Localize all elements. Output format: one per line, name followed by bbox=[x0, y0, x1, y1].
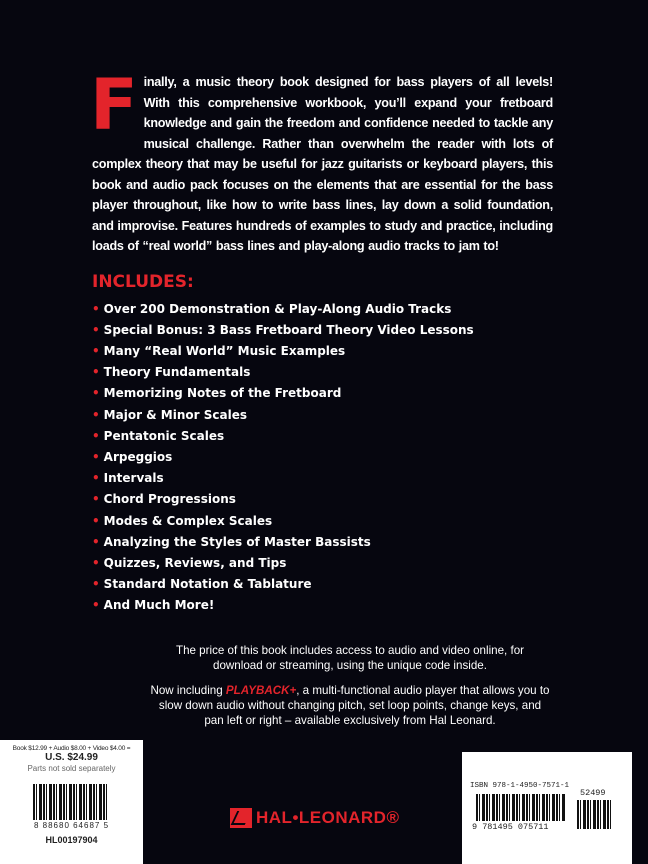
includes-item bbox=[92, 511, 562, 532]
bullet-icon: • bbox=[92, 534, 100, 549]
playback-logo: PLAYBACK+ bbox=[225, 683, 297, 697]
ean-barcode bbox=[476, 794, 566, 821]
price-total: U.S. $24.99 bbox=[45, 752, 98, 763]
price-breakdown: Book $12.99 + Audio $8.00 + Video $4.00 = bbox=[12, 745, 131, 752]
access-note: The price of this book includes access to audio and video online, for download or streaming, using the unique code inside. bbox=[175, 643, 525, 672]
includes-item-label: Quizzes, Reviews, and Tips bbox=[103, 555, 287, 570]
includes-item-label: Analyzing the Styles of Master Bassists bbox=[103, 534, 371, 549]
isbn-barcode-box bbox=[462, 752, 632, 864]
includes-item bbox=[92, 405, 562, 426]
bullet-icon: • bbox=[92, 386, 100, 401]
hal-leonard-logo bbox=[230, 808, 399, 828]
includes-item-label: Theory Fundamentals bbox=[103, 365, 251, 380]
bullet-icon: • bbox=[92, 513, 100, 528]
includes-item bbox=[92, 299, 562, 320]
includes-item-label: Intervals bbox=[103, 471, 164, 486]
bullet-icon: • bbox=[92, 598, 100, 613]
includes-item bbox=[92, 489, 562, 510]
now-including: Now including bbox=[150, 683, 223, 697]
intro-paragraph bbox=[90, 64, 553, 257]
includes-item bbox=[92, 447, 562, 468]
includes-item bbox=[92, 532, 562, 553]
bullet-icon: • bbox=[92, 322, 100, 337]
includes-item-label: And Much More! bbox=[103, 598, 215, 613]
includes-item-label: Major & Minor Scales bbox=[103, 407, 247, 422]
upc-barcode bbox=[33, 784, 108, 820]
parts-note: Parts not sold separately bbox=[27, 764, 116, 773]
bullet-icon: • bbox=[92, 428, 100, 443]
addon-barcode bbox=[577, 800, 612, 829]
publisher-name: HAL•LEONARD® bbox=[256, 808, 400, 827]
includes-item-label: Over 200 Demonstration & Play-Along Audio Tracks bbox=[103, 301, 452, 316]
bullet-icon: • bbox=[92, 555, 100, 570]
intro-text: inally, a music theory book designed for bass players of all levels! With this comprehensive workbook, you’ll expand your fretboard knowledge and gain the freedom and confidence needed to tackle any musical challenge. Rather than overwhelm the reader with lots of complex theory that may be useful for jazz guitarists or keyboard players, this book and audio pack focuses on the elements that are essential for the bass player throughout, like how to write bass lines, lay down a solid foundation, and improvise. Features hundreds of examples to study and practice, including loads of “real world” bass lines and play-along audio tracks to jam to! bbox=[92, 75, 553, 253]
price-code: 52499 bbox=[580, 788, 606, 798]
includes-item bbox=[92, 426, 562, 447]
includes-item-label: Special Bonus: 3 Bass Fretboard Theory Video Lessons bbox=[103, 322, 474, 337]
includes-heading: INCLUDES: bbox=[92, 271, 194, 292]
bullet-icon: • bbox=[92, 301, 100, 316]
includes-item-label: Chord Progressions bbox=[103, 492, 236, 507]
includes-item bbox=[92, 341, 562, 362]
bullet-icon: • bbox=[92, 407, 100, 422]
includes-list bbox=[92, 299, 562, 617]
includes-item bbox=[92, 468, 562, 489]
includes-item bbox=[92, 595, 562, 616]
includes-item-label: Arpeggios bbox=[103, 449, 173, 464]
main-column bbox=[90, 64, 562, 728]
playback-description: , a multi-functional audio player that allows you to slow down audio without changing pitch, set loop points, change keys, and pan left or right – available exclusively from Hal Leonard. bbox=[158, 683, 550, 727]
bullet-icon: • bbox=[92, 471, 100, 486]
includes-item bbox=[92, 320, 562, 341]
bullet-icon: • bbox=[92, 492, 100, 507]
includes-item-label: Memorizing Notes of the Fretboard bbox=[103, 386, 342, 401]
includes-item bbox=[92, 383, 562, 404]
bullet-icon: • bbox=[92, 365, 100, 380]
includes-item-label: Modes & Complex Scales bbox=[103, 513, 273, 528]
ean-number: 9 781495 075711 bbox=[472, 822, 549, 832]
bullet-icon: • bbox=[92, 449, 100, 464]
bullet-icon: • bbox=[92, 343, 100, 358]
includes-item bbox=[92, 362, 562, 383]
logo-mark-icon bbox=[230, 808, 252, 828]
price-sticker bbox=[0, 740, 143, 864]
upc-number: 8 88680 64687 5 bbox=[33, 821, 110, 830]
playback-note bbox=[150, 683, 550, 728]
isbn-label: ISBN 978-1-4950-7571-1 bbox=[470, 782, 570, 790]
includes-item-label: Pentatonic Scales bbox=[103, 428, 225, 443]
bullet-icon: • bbox=[92, 577, 100, 592]
includes-item bbox=[92, 553, 562, 574]
includes-item-label: Standard Notation & Tablature bbox=[103, 577, 312, 592]
drop-cap: F bbox=[90, 64, 138, 146]
includes-item bbox=[92, 574, 562, 595]
includes-item-label: Many “Real World” Music Examples bbox=[103, 343, 346, 358]
item-code: HL00197904 bbox=[45, 835, 98, 845]
